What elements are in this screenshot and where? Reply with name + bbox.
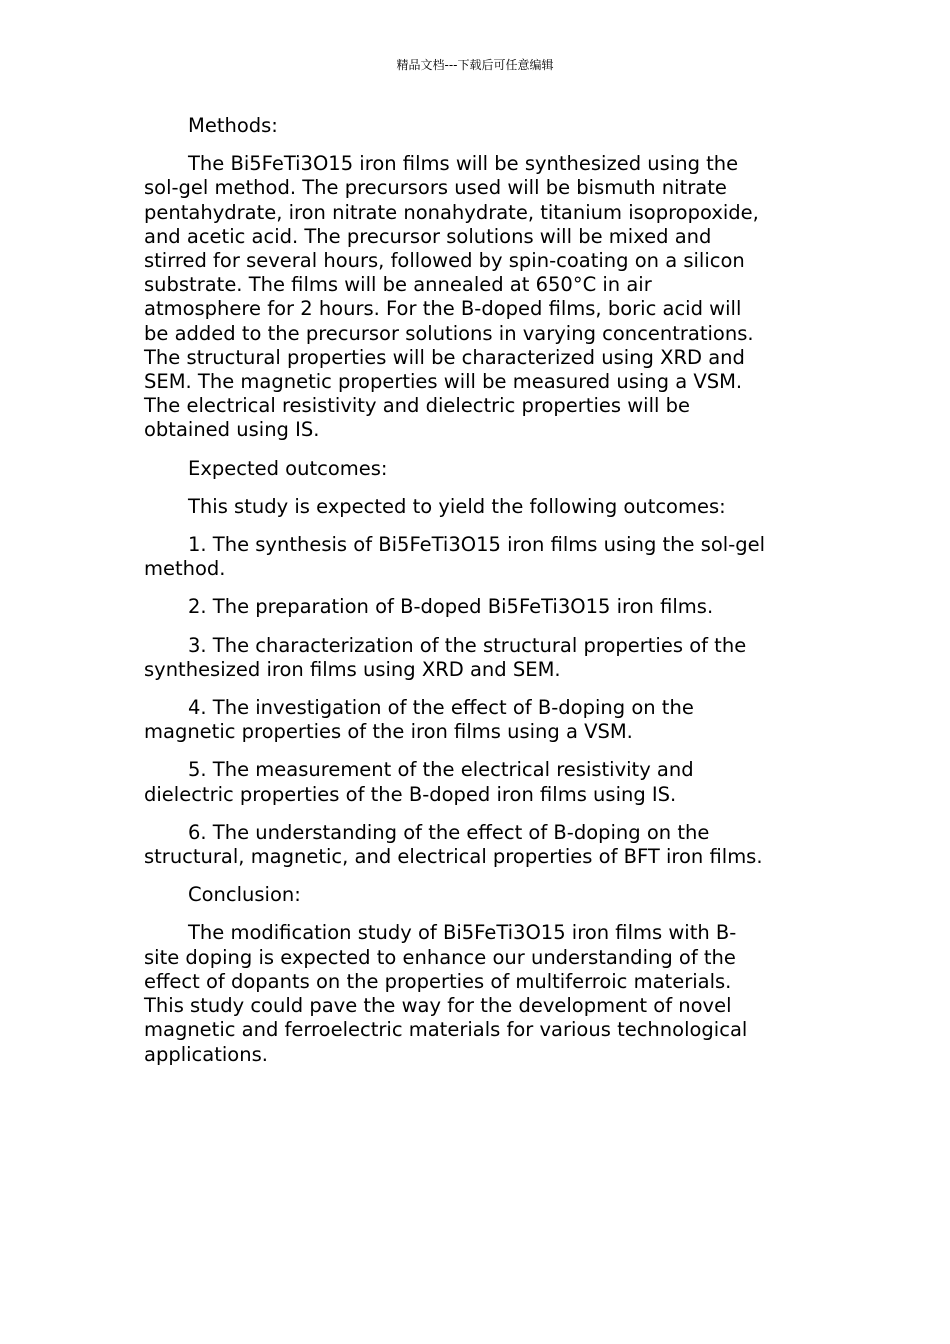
outcome-item-4 xyxy=(144,696,808,744)
text-line: applications. xyxy=(144,1042,268,1066)
text-line: stirred for several hours, followed by spin-coating on a silicon xyxy=(144,249,745,273)
text-line: pentahydrate, iron nitrate nonahydrate, titanium isopropoxide, xyxy=(144,200,759,224)
outcome-item-2 xyxy=(144,595,808,619)
text-line: The electrical resistivity and dielectric properties will be xyxy=(144,394,690,418)
text-line: SEM. The magnetic properties will be measured using a VSM. xyxy=(144,370,743,394)
text-line: atmosphere for 2 hours. For the B-doped films, boric acid will xyxy=(144,297,742,321)
text-line: 2. The preparation of B-doped Bi5FeTi3O15 iron films. xyxy=(188,595,714,619)
document-body xyxy=(144,114,808,1081)
text-line: be added to the precursor solutions in varying concentrations. xyxy=(144,321,754,345)
text-line: sol-gel method. The precursors used will be bismuth nitrate xyxy=(144,176,727,200)
text-line: The modification study of Bi5FeTi3O15 iron films with B- xyxy=(188,921,737,945)
methods-heading: Methods: xyxy=(188,114,278,137)
text-line: magnetic and ferroelectric materials for various technological xyxy=(144,1018,748,1042)
text-line: The Bi5FeTi3O15 iron films will be synthesized using the xyxy=(188,152,739,176)
text-line: obtained using IS. xyxy=(144,418,320,442)
text-line: 4. The investigation of the effect of B-doping on the xyxy=(188,696,694,720)
text-line: 1. The synthesis of Bi5FeTi3O15 iron films using the sol-gel xyxy=(188,533,766,557)
text-line: magnetic properties of the iron films using a VSM. xyxy=(144,720,633,744)
text-line: dielectric properties of the B-doped iron films using IS. xyxy=(144,782,677,806)
text-line: method. xyxy=(144,557,226,581)
methods-paragraph xyxy=(144,152,808,442)
text-line: substrate. The films will be annealed at 650°C in air xyxy=(144,273,652,297)
conclusion-paragraph xyxy=(144,921,808,1066)
text-line: synthesized iron films using XRD and SEM. xyxy=(144,657,561,681)
conclusion-heading: Conclusion: xyxy=(188,883,301,907)
outcomes-heading: Expected outcomes: xyxy=(188,456,388,480)
text-line: and acetic acid. The precursor solutions will be mixed and xyxy=(144,224,712,248)
text-line: site doping is expected to enhance our understanding of the xyxy=(144,945,736,969)
text-line: 5. The measurement of the electrical resistivity and xyxy=(188,758,694,782)
text-line: 6. The understanding of the effect of B-doping on the xyxy=(188,820,710,844)
page-header: 精品文档---下载后可任意编辑 xyxy=(396,58,554,72)
text-line: structural, magnetic, and electrical properties of BFT iron films. xyxy=(144,845,763,869)
text-line: effect of dopants on the properties of multiferroic materials. xyxy=(144,969,732,993)
outcome-item-1 xyxy=(144,533,808,581)
text-line: This study could pave the way for the development of novel xyxy=(144,994,732,1018)
text-line: The structural properties will be characterized using XRD and xyxy=(144,345,745,369)
text-line: 3. The characterization of the structural properties of the xyxy=(188,633,747,657)
outcome-item-5 xyxy=(144,758,808,806)
outcome-item-6 xyxy=(144,821,808,869)
outcomes-intro: This study is expected to yield the following outcomes: xyxy=(188,494,726,518)
outcome-item-3 xyxy=(144,634,808,682)
